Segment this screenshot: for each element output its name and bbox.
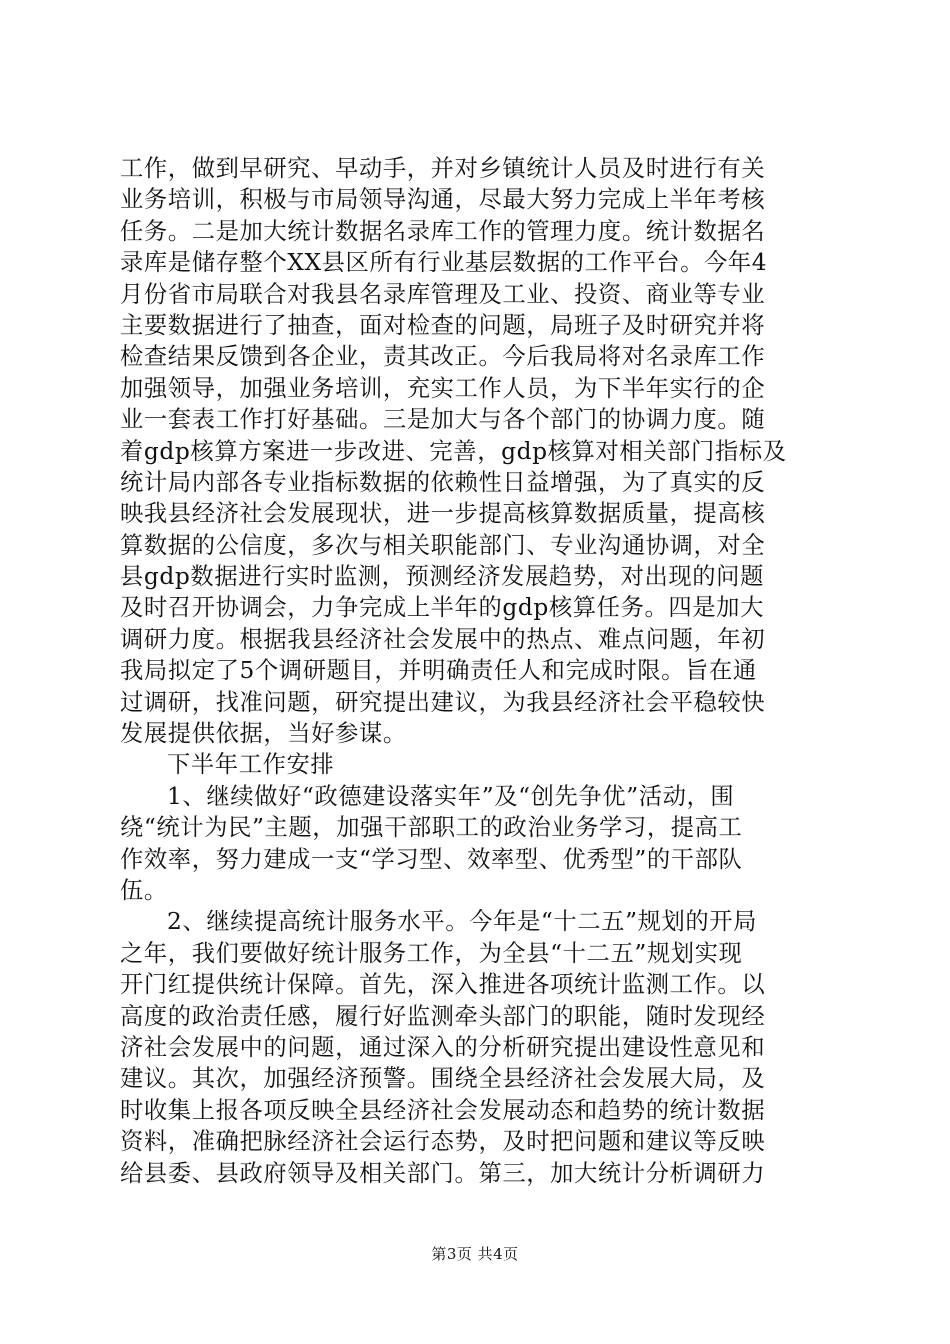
text-line: 统计局内部各专业指标数据的依赖性日益增强，为了真实的反 <box>120 468 766 496</box>
text-line: 任务。二是加大统计数据名录库工作的管理力度。统计数据名 <box>120 217 766 245</box>
text-line: 我局拟定了5个调研题目，并明确责任人和完成时限。旨在通 <box>120 657 757 685</box>
text-line: 主要数据进行了抽查，面对检查的问题，局班子及时研究并将 <box>120 311 766 339</box>
text-line: 县gdp数据进行实时监测，预测经济发展趋势，对出现的问题 <box>120 563 764 591</box>
text-line: 业务培训，积极与市局领导沟通，尽最大努力完成上半年考核 <box>120 186 766 214</box>
text-line: 着gdp核算方案进一步改进、完善，gdp核算对相关部门指标及 <box>120 437 787 465</box>
text-line: 调研力度。根据我县经济社会发展中的热点、难点问题，年初 <box>120 625 766 653</box>
text-line: 2、继续提高统计服务水平。今年是“十二五”规划的开局 <box>167 908 758 936</box>
text-line: 发展提供依据，当好参谋。 <box>120 720 407 748</box>
text-line: 检查结果反馈到各企业，责其改正。今后我局将对名录库工作 <box>120 343 766 371</box>
text-line: 作效率，努力建成一支“学习型、效率型、优秀型”的干部队 <box>120 845 743 873</box>
text-line: 及时召开协调会，力争完成上半年的gdp核算任务。四是加大 <box>120 594 764 622</box>
text-line: 过调研，找准问题，研究提出建议，为我县经济社会平稳较快 <box>120 688 766 716</box>
page-number-footer: 第3页 共4页 <box>431 1245 519 1263</box>
text-line: 算数据的公信度，多次与相关职能部门、专业沟通协调，对全 <box>120 531 766 559</box>
text-line: 伍。 <box>120 876 168 904</box>
text-line: 给县委、县政府领导及相关部门。第三，加大统计分析调研力 <box>120 1159 766 1187</box>
text-line: 建议。其次，加强经济预警。围绕全县经济社会发展大局，及 <box>120 1065 766 1093</box>
text-line: 资料，准确把脉经济社会运行态势，及时把问题和建议等反映 <box>120 1128 766 1156</box>
text-line: 映我县经济社会发展现状，进一步提高核算数据质量，提高核 <box>120 500 766 528</box>
text-line: 济社会发展中的问题，通过深入的分析研究提出建设性意见和 <box>120 1033 766 1061</box>
text-line: 开门红提供统计保障。首先，深入推进各项统计监测工作。以 <box>120 971 766 999</box>
text-line: 时收集上报各项反映全县经济社会发展动态和趋势的统计数据 <box>120 1096 766 1124</box>
section-heading: 下半年工作安排 <box>167 751 335 779</box>
text-line: 工作，做到早研究、早动手，并对乡镇统计人员及时进行有关 <box>120 155 766 182</box>
text-line: 月份省市局联合对我县名录库管理及工业、投资、商业等专业 <box>120 280 766 308</box>
text-line: 录库是储存整个XX县区所有行业基层数据的工作平台。今年4 <box>120 249 768 277</box>
text-line: 业一套表工作打好基础。三是加大与各个部门的协调力度。随 <box>120 406 766 434</box>
text-line: 绕“统计为民”主题，加强干部职工的政治业务学习，提高工 <box>120 814 743 842</box>
text-line: 高度的政治责任感，履行好监测牵头部门的职能，随时发现经 <box>120 1002 766 1030</box>
document-body <box>120 153 836 1189</box>
text-line: 加强领导，加强业务培训，充实工作人员，为下半年实行的企 <box>120 374 766 402</box>
text-line: 1、继续做好“政德建设落实年”及“创先争优”活动，围 <box>167 782 735 810</box>
text-line: 之年，我们要做好统计服务工作，为全县“十二五”规划实现 <box>120 939 743 967</box>
